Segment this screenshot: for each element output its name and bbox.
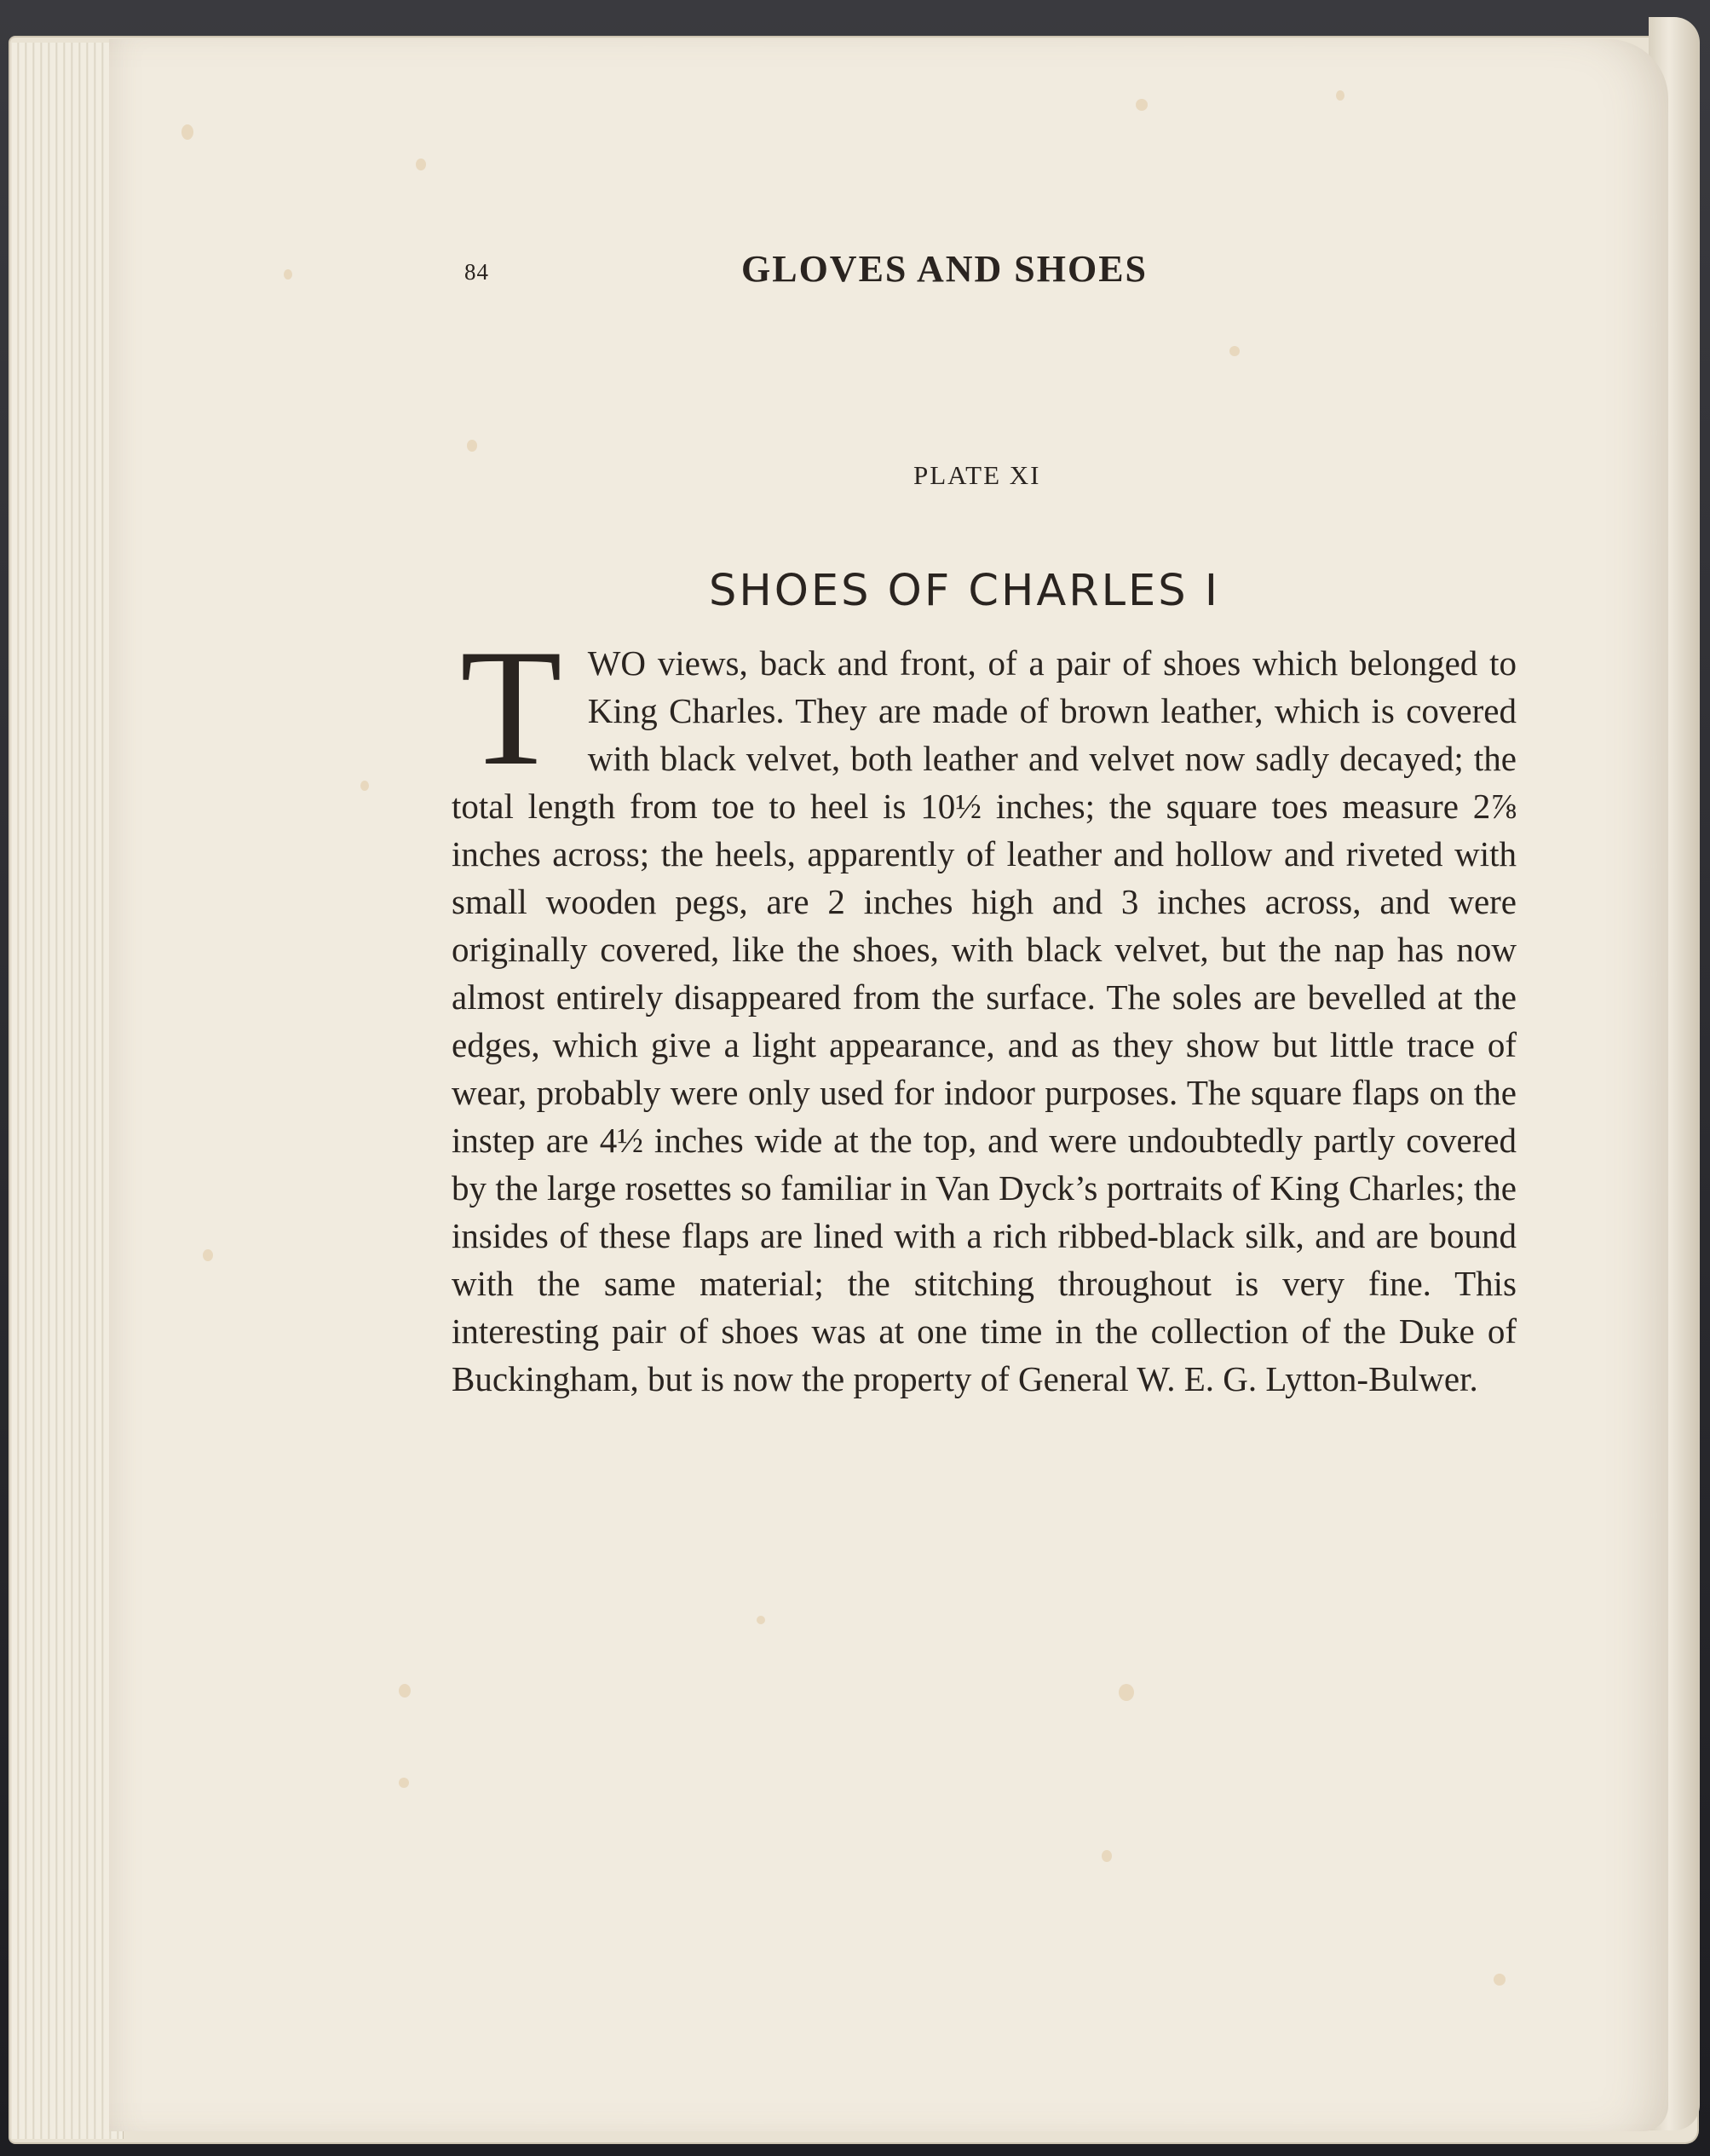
foxing-spot <box>416 159 426 170</box>
drop-cap: T <box>460 615 562 800</box>
page-content <box>452 247 1517 1398</box>
body-paragraph: WO views, back and front, of a pair of shoes which belonged to King Charles. They are made of brown leather, which is covered with black velvet, both leather and velvet now sadly decayed; the total length from toe to heel is 10½ inches; the square toes measure 2⅞ inches across; the heels, apparently of leather and hollow and riveted with small wooden pegs, are 2 inches high and 3 inches across, and were originally covered, like the shoes, with black velvet, but the nap has now almost entirely disappeared from the surface. The soles are bevelled at the edges, which give a light appearance, and as they show but little trace of wear, probably were only used for indoor purposes. The square flaps on the instep are 4½ inches wide at the top, and were undoubtedly partly covered by the large rosettes so familiar in Van Dyck’s portraits of King Charles; the insides of these flaps are lined with a rich ribbed-black silk, and are bound with the same material; the stitching throughout is very fine. This interesting pair of shoes was at one time in the collection of the Duke of Buckingham, but is now the property of General W. E. G. Lytton-Bulwer. <box>452 643 1517 1398</box>
plate-label: PLATE XI <box>913 460 1041 490</box>
foxing-spot <box>1119 1684 1134 1701</box>
foxing-spot <box>399 1778 409 1788</box>
foxing-spot <box>203 1249 213 1261</box>
foxing-spot <box>1336 90 1344 101</box>
foxing-spot <box>1136 99 1148 111</box>
foxing-spot <box>360 781 369 791</box>
page-edges <box>12 43 124 2139</box>
foxing-spot <box>1102 1850 1112 1862</box>
foxing-spot <box>757 1616 765 1624</box>
foxing-spot <box>1494 1974 1506 1986</box>
foxing-spot <box>181 124 193 140</box>
running-head <box>452 247 1517 307</box>
running-title: GLOVES AND SHOES <box>741 248 1149 290</box>
page-number: 84 <box>464 259 489 285</box>
body-text <box>452 615 1517 1403</box>
foxing-spot <box>467 440 477 452</box>
foxing-spot <box>284 269 292 280</box>
plate-title: SHOES OF CHARLES I <box>709 566 1220 617</box>
foxing-spot <box>399 1684 411 1698</box>
foxing-spot <box>1229 346 1240 356</box>
